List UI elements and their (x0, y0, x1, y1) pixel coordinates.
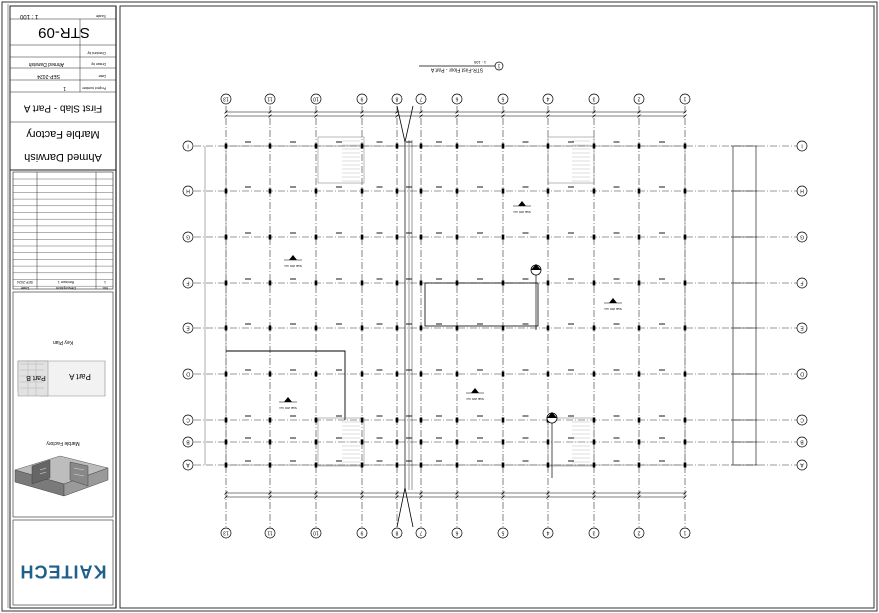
project-number-value: 1 (63, 85, 66, 91)
grid-bubble-col-5-bottom (498, 528, 508, 538)
grid-label-row: E (186, 324, 190, 331)
grid-label-col: 8 (395, 529, 399, 536)
grid-bubble-row-F-right (797, 278, 807, 288)
column (638, 418, 641, 423)
grid-label-row: D (186, 370, 190, 377)
company-logo-text: KAITECH (19, 561, 107, 582)
grid-bubble-col-9-bottom (357, 528, 367, 538)
column (456, 372, 459, 377)
column (456, 189, 459, 194)
column (684, 418, 687, 423)
date-label: Date (98, 74, 106, 78)
column (502, 440, 505, 445)
column (361, 440, 364, 445)
key-plan-part-a: Part A (69, 371, 91, 381)
grid-bubble-row-F-left (183, 278, 193, 288)
grid-bubble-col-11-top (265, 94, 275, 104)
column (396, 189, 399, 194)
drawn-by-value: Ahmed Darwish (28, 61, 64, 67)
grid-bubble-row-G-left (183, 232, 193, 242)
slab-tag-label: Slab 200 mm (604, 307, 622, 311)
column (638, 281, 641, 286)
grid-bubble-row-A-left (183, 460, 193, 470)
revision-row-no: 1 (104, 280, 106, 284)
view-number: 1 (497, 62, 501, 69)
column (502, 372, 505, 377)
grid-bubble-col-1-bottom (680, 528, 690, 538)
column (315, 440, 318, 445)
grid-bubble-row-H-right (797, 186, 807, 196)
column (547, 326, 550, 331)
grid-label-col: 2 (637, 95, 641, 102)
grid-bubble-col-2-bottom (634, 528, 644, 538)
revision-header-date: Date (20, 286, 30, 291)
column (269, 440, 272, 445)
grid-bubble-col-10-bottom (311, 528, 321, 538)
grid-label-row: C (800, 416, 804, 423)
grid-bubble-col-6-bottom (452, 528, 462, 538)
grid-label-row: E (800, 324, 804, 331)
grid-label-col: 4 (546, 95, 550, 102)
grid-bubble-row-E-right (797, 323, 807, 333)
column (684, 281, 687, 286)
column (456, 281, 459, 286)
column (638, 463, 641, 468)
slab-tag-label: Slab 200 mm (284, 264, 302, 268)
grid-bubble-col-4-bottom (543, 528, 553, 538)
key-plan-title: Key Plan (52, 339, 74, 345)
column (502, 144, 505, 149)
project-name: Marble Factory (26, 128, 100, 141)
slab-tag-label: Slab 200 mm (466, 397, 484, 401)
view-3d-title: Marble Factory (46, 440, 80, 446)
column (269, 235, 272, 240)
grid-label-col: 13 (223, 529, 229, 536)
column (593, 418, 596, 423)
column (225, 189, 228, 194)
column (456, 463, 459, 468)
grid-bubble-col-6-top (452, 94, 462, 104)
column (420, 281, 423, 286)
column (269, 281, 272, 286)
grid-bubble-row-C-left (183, 415, 193, 425)
column (638, 235, 641, 240)
column (225, 418, 228, 423)
column (225, 281, 228, 286)
checked-by-label: Checked by (87, 51, 106, 55)
column (396, 235, 399, 240)
column (361, 144, 364, 149)
grid-label-row: F (800, 279, 804, 286)
column (684, 440, 687, 445)
column (361, 418, 364, 423)
column (420, 372, 423, 377)
slab-tag-label: Slab 200 mm (279, 406, 297, 410)
slab-tag-label: Slab 200 mm (513, 210, 531, 214)
grid-bubble-col-4-top (543, 94, 553, 104)
column (547, 463, 550, 468)
grid-label-col: 7 (419, 529, 423, 536)
column (361, 189, 364, 194)
drawn-by-label: Drawn by (91, 62, 106, 66)
scale-value: 1 : 100 (20, 13, 39, 19)
column (396, 440, 399, 445)
column (638, 144, 641, 149)
column (684, 235, 687, 240)
grid-label-col: 10 (313, 95, 319, 102)
grid-bubble-col-11-bottom (265, 528, 275, 538)
grid-label-row: I (187, 142, 189, 149)
grid-bubble-col-7-bottom (416, 528, 426, 538)
column (269, 418, 272, 423)
column (547, 144, 550, 149)
column (396, 281, 399, 286)
sheet-title: First Slab - Part A (23, 102, 103, 114)
column (502, 418, 505, 423)
grid-bubble-row-H-left (183, 186, 193, 196)
column (456, 418, 459, 423)
column (684, 144, 687, 149)
grid-bubble-row-D-left (183, 369, 193, 379)
column (361, 235, 364, 240)
column (593, 189, 596, 194)
grid-bubble-col-9-top (357, 94, 367, 104)
column (502, 281, 505, 286)
grid-bubble-row-I-left (183, 141, 193, 151)
grid-bubble-row-I-right (797, 141, 807, 151)
column (502, 189, 505, 194)
column (315, 372, 318, 377)
grid-label-col: 5 (501, 95, 505, 102)
column (420, 235, 423, 240)
column (684, 189, 687, 194)
grid-label-row: B (800, 438, 804, 445)
column (225, 372, 228, 377)
column (396, 372, 399, 377)
grid-bubble-col-8-top (392, 94, 402, 104)
grid-label-col: 6 (455, 95, 459, 102)
grid-label-row: H (186, 187, 190, 194)
column (456, 235, 459, 240)
grid-label-row: G (186, 233, 190, 240)
key-plan-part-b: Part B (26, 374, 46, 382)
column (456, 326, 459, 331)
grid-bubble-row-G-right (797, 232, 807, 242)
grid-label-col: 3 (592, 95, 596, 102)
grid-label-col: 9 (360, 95, 364, 102)
grid-label-col: 4 (546, 529, 550, 536)
grid-label-col: 13 (223, 95, 229, 102)
grid-label-row: D (800, 370, 804, 377)
column (420, 463, 423, 468)
revision-row-date: SEP-2024 (17, 280, 33, 284)
column (547, 281, 550, 286)
grid-label-row: I (801, 142, 803, 149)
grid-label-col: 11 (267, 95, 273, 102)
column (269, 326, 272, 331)
grid-label-col: 11 (267, 529, 273, 536)
column (315, 463, 318, 468)
column (225, 235, 228, 240)
column (593, 281, 596, 286)
grid-bubble-col-2-top (634, 94, 644, 104)
column (315, 281, 318, 286)
column (396, 144, 399, 149)
grid-bubble-col-7-top (416, 94, 426, 104)
grid-label-row: G (800, 233, 804, 240)
column (456, 440, 459, 445)
column (361, 281, 364, 286)
column (593, 235, 596, 240)
column (593, 144, 596, 149)
grid-label-col: 6 (455, 529, 459, 536)
column (593, 440, 596, 445)
column (361, 326, 364, 331)
grid-bubble-col-13-top (221, 94, 231, 104)
grid-label-row: B (186, 438, 190, 445)
grid-bubble-col-5-top (498, 94, 508, 104)
grid-label-col: 10 (313, 529, 319, 536)
grid-bubble-col-13-bottom (221, 528, 231, 538)
grid-bubble-col-3-top (589, 94, 599, 104)
grid-label-row: A (186, 461, 190, 468)
column (225, 144, 228, 149)
grid-bubble-row-A-right (797, 460, 807, 470)
date-value: SEP-2024 (37, 73, 60, 79)
grid-bubble-row-E-left (183, 323, 193, 333)
scale-label: Scale (95, 14, 106, 19)
column (315, 418, 318, 423)
column (269, 463, 272, 468)
grid-label-col: 7 (419, 95, 423, 102)
column (225, 326, 228, 331)
grid-label-col: 1 (683, 95, 687, 102)
grid-bubble-row-D-right (797, 369, 807, 379)
column (547, 440, 550, 445)
column (396, 326, 399, 331)
column (269, 189, 272, 194)
grid-label-col: 5 (501, 529, 505, 536)
column (638, 440, 641, 445)
grid-bubble-row-B-right (797, 437, 807, 447)
column (502, 463, 505, 468)
grid-label-row: C (186, 416, 190, 423)
sheet-border (2, 2, 877, 611)
column (547, 372, 550, 377)
revision-row-description: Revision 1 (57, 280, 75, 284)
column (396, 418, 399, 423)
column (502, 326, 505, 331)
column (420, 440, 423, 445)
grid-bubble-col-1-top (680, 94, 690, 104)
grid-bubble-col-3-bottom (589, 528, 599, 538)
column (315, 326, 318, 331)
grid-label-row: A (800, 461, 804, 468)
grid-label-row: F (186, 279, 190, 286)
column (593, 463, 596, 468)
project-owner: Ahmed Darwish (24, 151, 102, 164)
column (225, 463, 228, 468)
column (547, 189, 550, 194)
column (361, 463, 364, 468)
column (420, 418, 423, 423)
column (361, 372, 364, 377)
grid-label-col: 9 (360, 529, 364, 536)
grid-bubble-col-8-bottom (392, 528, 402, 538)
column (593, 372, 596, 377)
column (315, 235, 318, 240)
grid-bubble-row-C-right (797, 415, 807, 425)
grid-bubble-row-B-left (183, 437, 193, 447)
revision-header-no: No. (101, 286, 109, 291)
column (638, 372, 641, 377)
column (638, 326, 641, 331)
column (456, 144, 459, 149)
column (420, 326, 423, 331)
column (638, 189, 641, 194)
column (420, 144, 423, 149)
column (396, 463, 399, 468)
column (269, 372, 272, 377)
column (225, 440, 228, 445)
grid-label-col: 1 (683, 529, 687, 536)
view-title-text: STR-First Floor - Part A (430, 66, 484, 73)
column (269, 144, 272, 149)
column (684, 326, 687, 331)
revision-header-description: Description (55, 286, 77, 291)
column (547, 235, 550, 240)
view-scale: 1 : 100 (473, 59, 487, 65)
column (502, 235, 505, 240)
grid-bubble-col-10-top (311, 94, 321, 104)
column (420, 189, 423, 194)
grid-label-col: 8 (395, 95, 399, 102)
sheet-number: STR-09 (38, 24, 90, 42)
grid-label-row: H (800, 187, 804, 194)
column (315, 189, 318, 194)
column (684, 463, 687, 468)
column (315, 144, 318, 149)
grid-label-col: 2 (637, 529, 641, 536)
column (593, 326, 596, 331)
column (684, 372, 687, 377)
grid-label-col: 3 (592, 529, 596, 536)
project-number-label: Project number (82, 86, 106, 90)
